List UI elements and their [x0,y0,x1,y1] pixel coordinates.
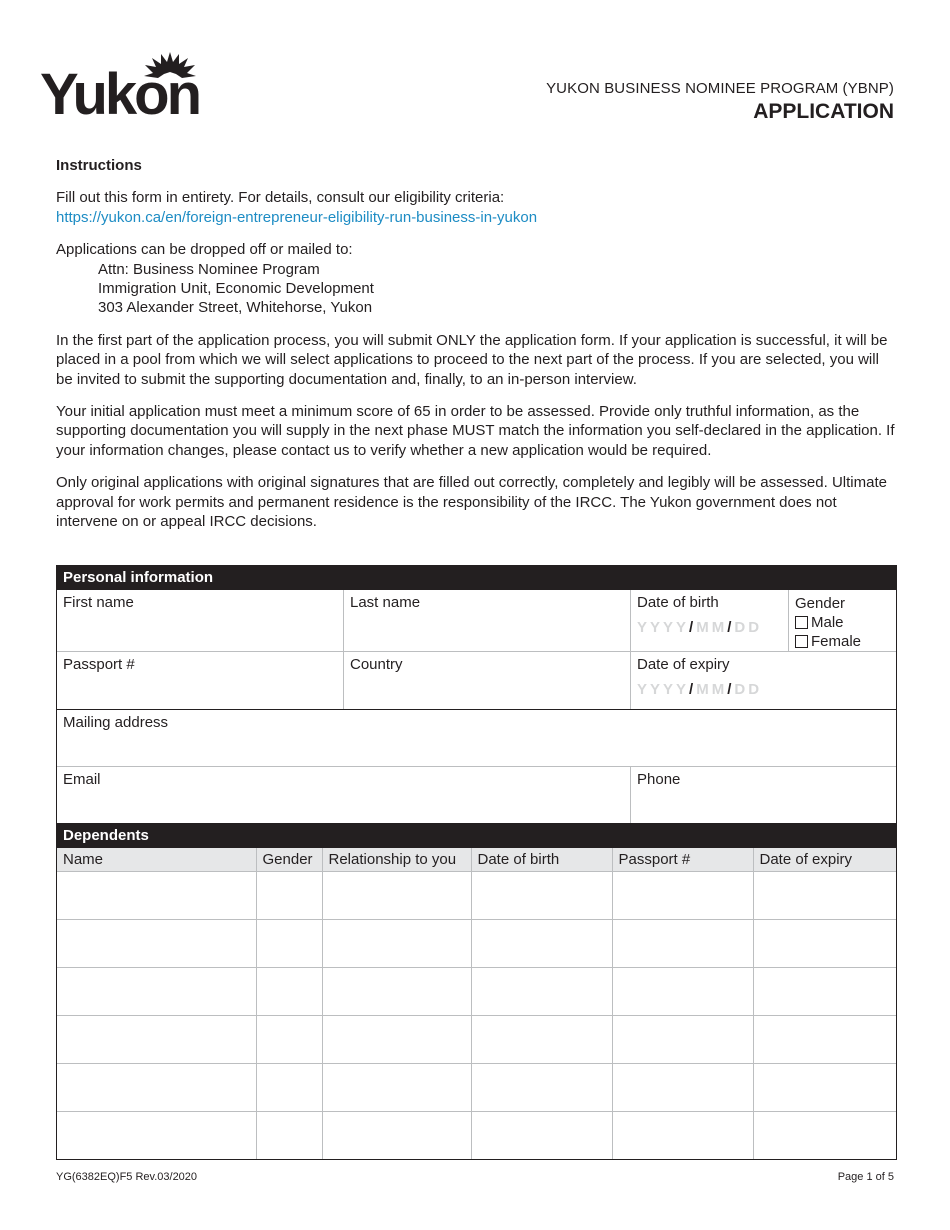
male-checkbox[interactable]: Male [795,613,890,632]
dependents-table [57,848,896,1159]
mailing-address-field[interactable] [57,710,896,766]
table-row [57,1016,896,1064]
table-cell-input[interactable] [612,1064,753,1112]
table-cell-input[interactable] [471,1112,612,1160]
table-cell-input[interactable] [753,1064,896,1112]
table-cell-input[interactable] [753,1112,896,1160]
email-field[interactable] [57,767,631,823]
table-cell-input[interactable] [753,1016,896,1064]
passport-field[interactable] [57,652,344,709]
instruction-paragraph: In the first part of the application process, you will submit ONLY the application form. If your application is successful, it will be placed in a pool from which we will select applications to proceed to the next part of the process. If you are selected, you will be invited to submit the supporting documentation and, finally, to an in-person interview. [56,331,888,388]
table-cell-input[interactable] [57,920,256,968]
column-header-name: Name [57,848,256,872]
table-row [57,1064,896,1112]
table-cell-input[interactable] [612,968,753,1016]
table-row [57,968,896,1016]
last-name-field[interactable] [344,590,631,651]
table-cell-input[interactable] [753,872,896,920]
passport-label: Passport # [63,656,135,673]
yukon-logo [40,52,215,127]
table-cell-input[interactable] [612,920,753,968]
table-cell-input[interactable] [57,872,256,920]
instruction-paragraph: Only original applications with original signatures that are filled out correctly, completely and legibly will be assessed. Ultimate approval for work permits and permanent residence is the responsibility of the IRCC. The Yukon government does not intervene on or appeal IRCC decisions. [56,474,887,531]
table-cell-input[interactable] [322,968,471,1016]
table-cell-input[interactable] [322,872,471,920]
logo-wordmark: Yukon [40,62,200,127]
table-cell-input[interactable] [471,872,612,920]
table-cell-input[interactable] [322,1064,471,1112]
address-line: Immigration Unit, Economic Development [98,280,374,298]
table-cell-input[interactable] [57,1016,256,1064]
form-code: YG(6382EQ)F5 Rev.03/2020 [56,1171,198,1183]
table-cell-input[interactable] [471,1016,612,1064]
dependents-header: Dependents [57,823,896,848]
country-label: Country [350,656,403,673]
checkbox-icon [795,635,808,648]
column-header-date-of-expiry: Date of expiry [753,848,896,872]
address-line: 303 Alexander Street, Whitehorse, Yukon [98,299,373,317]
table-cell-input[interactable] [612,872,753,920]
column-header-relationship: Relationship to you [322,848,471,872]
table-cell-input[interactable] [256,968,322,1016]
date-mask: YYYY/MM/DD [637,619,763,636]
table-row [57,920,896,968]
first-name-field[interactable] [57,590,344,651]
column-header-passport: Passport # [612,848,753,872]
table-cell-input[interactable] [753,920,896,968]
table-row [57,1112,896,1160]
eligibility-link[interactable]: https://yukon.ca/en/foreign-entrepreneur-eligibility-run-business-in-yukon [56,208,538,226]
date-of-expiry-field[interactable] [631,652,896,709]
table-cell-input[interactable] [612,1112,753,1160]
instruction-paragraph: Your initial application must meet a minimum score of 65 in order to be assessed. Provide only truthful information, as the supporting documentation you will supply in the next phase MUST match the information you self-declared in the application. If your information changes, please contact us to verify whether a new application would be required. [56,403,895,459]
date-of-birth-field[interactable] [631,590,789,651]
date-of-expiry-label: Date of expiry [637,656,730,673]
column-header-date-of-birth: Date of birth [471,848,612,872]
personal-info-header: Personal information [57,565,896,590]
table-cell-input[interactable] [471,1064,612,1112]
phone-label: Phone [637,771,681,788]
table-cell-input[interactable] [471,968,612,1016]
female-checkbox[interactable]: Female [795,632,890,651]
table-cell-input[interactable] [612,1016,753,1064]
country-field[interactable] [344,652,631,709]
table-cell-input[interactable] [256,1016,322,1064]
gender-field [789,590,896,651]
document-title: APPLICATION [753,100,894,123]
table-cell-input[interactable] [256,872,322,920]
table-cell-input[interactable] [57,1064,256,1112]
dependents-rows [57,872,896,1160]
first-name-label: First name [63,594,134,611]
instructions-section [56,156,896,545]
table-cell-input[interactable] [57,1112,256,1160]
table-cell-input[interactable] [322,1112,471,1160]
program-title: YUKON BUSINESS NOMINEE PROGRAM (YBNP) [546,80,894,97]
date-mask: YYYY/MM/DD [637,681,763,698]
address-line: Attn: Business Nominee Program [98,260,320,278]
gender-label: Gender [795,595,846,612]
table-cell-input[interactable] [322,920,471,968]
table-cell-input[interactable] [256,1064,322,1112]
checkbox-icon [795,616,808,629]
table-cell-input[interactable] [471,920,612,968]
table-cell-input[interactable] [57,968,256,1016]
application-form [56,565,897,1160]
table-cell-input[interactable] [753,968,896,1016]
date-of-birth-label: Date of birth [637,594,719,611]
mail-intro: Applications can be dropped off or mailed to: [56,241,353,259]
table-cell-input[interactable] [256,920,322,968]
table-cell-input[interactable] [322,1016,471,1064]
last-name-label: Last name [350,594,421,611]
table-cell-input[interactable] [256,1112,322,1160]
mailing-address-label: Mailing address [63,714,169,731]
instructions-intro: Fill out this form in entirety. For details, consult our eligibility criteria: [56,189,505,207]
instructions-heading: Instructions [56,157,142,174]
table-row [57,872,896,920]
phone-field[interactable] [631,767,896,823]
column-header-gender: Gender [256,848,322,872]
page-number: Page 1 of 5 [837,1171,894,1183]
email-label: Email [63,771,101,788]
